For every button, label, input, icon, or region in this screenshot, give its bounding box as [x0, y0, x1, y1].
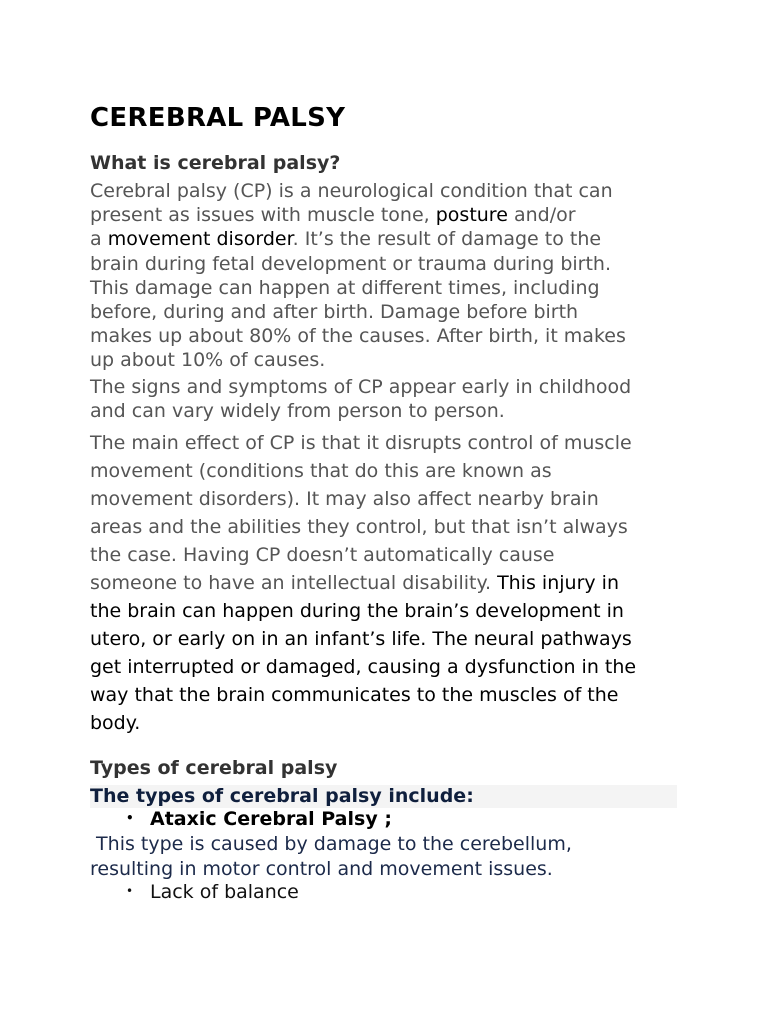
symptoms-paragraph — [90, 375, 680, 423]
text-line: and can vary widely from person to person. — [90, 400, 505, 423]
bullet-icon: • — [126, 810, 134, 825]
posture-link[interactable]: posture — [435, 204, 508, 227]
page-title: CEREBRAL PALSY — [90, 103, 346, 133]
text-line: before, during and after birth. Damage before birth — [90, 301, 579, 324]
text-line: the brain can happen during the brain’s development in — [90, 600, 624, 622]
text-span: present as issues with muscle tone, — [90, 204, 436, 227]
text-line: makes up about 80% of the causes. After birth, it makes — [90, 325, 626, 348]
intro-paragraph — [90, 179, 680, 373]
list-item-label: Ataxic Cerebral Palsy ; — [150, 808, 392, 830]
types-intro: The types of cerebral palsy include: — [90, 785, 474, 807]
text-line: body. — [90, 712, 141, 734]
text-span: . It’s the result of damage to the — [292, 228, 602, 251]
text-line: Cerebral palsy (CP) is a neurological condition that can — [90, 180, 613, 202]
movement-disorder-link[interactable]: movement disorder — [107, 228, 293, 251]
text-line — [90, 227, 680, 251]
text-line: areas and the abilities they control, but that isn’t always — [90, 516, 628, 538]
text-line: movement disorders). It may also affect nearby brain — [90, 488, 599, 510]
text-span: and/or — [507, 204, 576, 227]
text-line: way that the brain communicates to the muscles of the — [90, 684, 619, 706]
text-span: This injury in — [497, 572, 619, 594]
text-line: get interrupted or damaged, causing a dysfunction in the — [90, 656, 637, 678]
section-heading-what-is: What is cerebral palsy? — [90, 152, 341, 174]
text-span: a — [90, 228, 108, 251]
text-line: resulting in motor control and movement issues. — [90, 857, 553, 880]
text-line: The main effect of CP is that it disrupts control of muscle — [90, 432, 632, 454]
text-span: someone to have an intellectual disability. — [90, 572, 498, 594]
text-line: The signs and symptoms of CP appear early in childhood — [90, 376, 632, 398]
text-line: the case. Having CP doesn’t automatically cause — [90, 544, 555, 566]
text-line: up about 10% of causes. — [90, 349, 326, 372]
text-line — [90, 203, 680, 227]
text-line: This type is caused by damage to the cerebellum, — [90, 833, 572, 855]
bullet-icon: • — [126, 883, 134, 898]
text-line: utero, or early on in an infant’s life. The neural pathways — [90, 628, 632, 650]
text-line — [90, 569, 680, 597]
section-heading-types: Types of cerebral palsy — [90, 757, 338, 779]
text-line: movement (conditions that do this are known as — [90, 460, 552, 482]
text-line: brain during fetal development or trauma during birth. — [90, 252, 612, 275]
main-effect-paragraph — [90, 429, 680, 737]
list-item-ataxic — [126, 808, 392, 830]
list-item-label: Lack of balance — [150, 881, 299, 903]
text-line: This damage can happen at different times, including — [90, 276, 600, 299]
list-item-lack-of-balance — [126, 881, 299, 903]
ataxic-description — [90, 832, 572, 881]
